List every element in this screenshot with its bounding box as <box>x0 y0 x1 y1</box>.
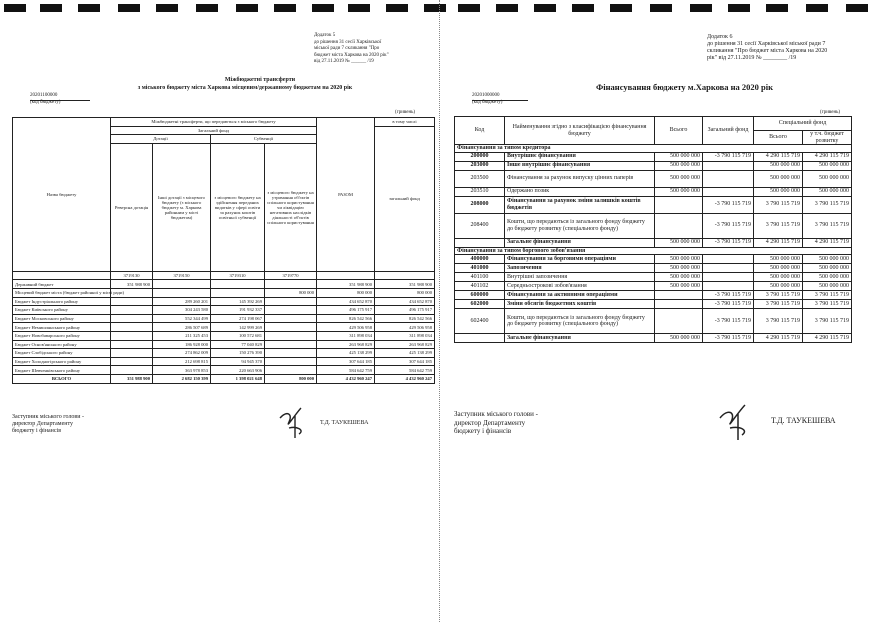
name-cell: Фінансування за борговими операціями <box>505 255 655 264</box>
amount-cell <box>703 170 754 187</box>
name-cell: Запозичення <box>505 264 655 273</box>
page-title: Міжбюджетні трансферти <box>224 77 296 83</box>
amount-cell: 3 790 115 719 <box>754 309 803 334</box>
amount-cell <box>111 306 153 315</box>
units-label: (гривень) <box>395 110 416 115</box>
amount-cell: 429 506 958 <box>375 323 435 332</box>
page-subtitle: з міського бюджету міста Харкова місцевим/державному бюджетам на 2020 рік <box>137 85 353 91</box>
name-cell: Середньострокові зобов'язання <box>505 282 655 291</box>
amount-cell: 425 138 299 <box>317 349 375 358</box>
amount-cell: -3 790 115 719 <box>703 291 754 300</box>
table-row <box>455 196 852 213</box>
header-subvention: Субвенції <box>211 135 317 144</box>
amount-cell: 500 000 000 <box>754 264 803 273</box>
amount-cell: 500 000 000 <box>655 238 703 247</box>
budget-name-cell: Бюджет Московського району <box>13 314 111 323</box>
transfers-table <box>12 117 435 384</box>
amount-cell <box>655 196 703 213</box>
name-cell: Фінансування за рахунок випуску цінних паперів <box>505 170 655 187</box>
amount-cell: 500 000 000 <box>754 255 803 264</box>
amount-cell <box>265 349 317 358</box>
header-general: Загальний фонд <box>703 117 754 145</box>
amount-cell: 263 968 829 <box>375 340 435 349</box>
code-cell: 208000 <box>455 196 505 213</box>
amount-cell: 211 325 453 <box>153 331 211 340</box>
scan-border-dash <box>766 4 788 12</box>
amount-cell: 351 988 900 <box>111 374 153 383</box>
amount-cell: 351 988 900 <box>375 280 435 289</box>
table-row <box>455 291 852 300</box>
amount-cell: 4 290 115 719 <box>803 238 852 247</box>
header-reserve: Реверсна дотація <box>111 143 153 271</box>
amount-cell: 4 432 960 247 <box>375 374 435 383</box>
amount-cell: 3 790 115 719 <box>754 213 803 238</box>
amount-cell <box>703 161 754 170</box>
code-cell: 401102 <box>455 282 505 291</box>
budget-name-cell: Бюджет Шевченківського району <box>13 366 111 375</box>
amount-cell: 212 698 815 <box>153 357 211 366</box>
code-cell: 401000 <box>455 264 505 273</box>
budget-name-cell: Місцевий бюджет міста (бюджет районної у місті ради) <box>13 288 111 297</box>
table-row <box>455 334 852 343</box>
code-cell <box>455 334 505 343</box>
amount-cell <box>265 331 317 340</box>
table-row <box>13 366 435 375</box>
budget-code-note: (код бюджету) <box>30 100 61 105</box>
annex-6-note <box>707 34 877 62</box>
amount-cell: 307 644 185 <box>375 357 435 366</box>
table-row <box>455 170 852 187</box>
amount-cell: 351 988 900 <box>317 280 375 289</box>
budget-code-note: (код бюджету) <box>472 100 503 105</box>
amount-cell: 826 542 566 <box>317 314 375 323</box>
name-cell: Інше внутрішнє фінансування <box>505 161 655 170</box>
amount-cell: 552 344 499 <box>153 314 211 323</box>
amount-cell: 500 000 000 <box>803 273 852 282</box>
amount-cell: -3 790 115 719 <box>703 152 754 161</box>
footer-line: Заступник міського голови - <box>454 410 538 418</box>
amount-cell: 500 000 000 <box>803 282 852 291</box>
scan-border-dash <box>846 4 868 12</box>
amount-cell: 584 642 759 <box>375 366 435 375</box>
scan-border-dash <box>572 4 594 12</box>
code-cell: 203510 <box>455 187 505 196</box>
scan-border-dash <box>534 4 556 12</box>
table-row <box>455 273 852 282</box>
scan-border-dash <box>386 4 408 12</box>
amount-cell <box>111 331 153 340</box>
amount-cell: 4 290 115 719 <box>754 334 803 343</box>
code-cell: 208400 <box>455 213 505 238</box>
amount-cell: 496 175 917 <box>317 306 375 315</box>
signature-image <box>275 404 315 440</box>
budget-name-cell: Державний бюджет <box>13 280 111 289</box>
amount-cell: 307 644 185 <box>317 357 375 366</box>
amount-cell: 3 790 115 719 <box>803 291 852 300</box>
amount-cell <box>211 280 265 289</box>
scan-border-dash <box>4 4 26 12</box>
amount-cell: 584 642 759 <box>317 366 375 375</box>
amount-cell <box>153 288 211 297</box>
amount-cell <box>265 306 317 315</box>
page-title: Фінансування бюджету м.Харкова на 2020 рік <box>596 82 774 92</box>
amount-cell: -3 790 115 719 <box>703 196 754 213</box>
name-cell: Зміни обсягів бюджетних коштів <box>505 300 655 309</box>
table-row <box>455 213 852 238</box>
annex-5-note <box>314 33 434 66</box>
amount-cell: 94 945 370 <box>211 357 265 366</box>
header-transfers-group: Міжбюджетні трансферти, що передаються з міського бюджету <box>111 118 317 127</box>
annex-line: бюджет міста Харкова на 2020 рік" <box>314 52 389 58</box>
code-cell: 602400 <box>455 309 505 334</box>
amount-cell: 800 000 <box>317 288 375 297</box>
header-name: Найменування згідно з класифікацією фінансування бюджету <box>505 117 655 145</box>
code-cell: 3719310 <box>211 271 265 280</box>
code-empty <box>317 271 375 280</box>
amount-cell: 145 392 269 <box>211 297 265 306</box>
name-cell: Одержано позик <box>505 187 655 196</box>
header-dotation: Дотації <box>111 135 211 144</box>
amount-cell: 150 276 390 <box>211 349 265 358</box>
table-row <box>13 349 435 358</box>
table-row <box>13 280 435 289</box>
amount-cell <box>265 297 317 306</box>
table-row <box>455 309 852 334</box>
code-cell: 3719150 <box>153 271 211 280</box>
amount-cell <box>265 280 317 289</box>
table-row <box>455 264 852 273</box>
amount-cell <box>111 366 153 375</box>
code-cell: 203000 <box>455 161 505 170</box>
amount-cell: -3 790 115 719 <box>703 300 754 309</box>
code-empty <box>13 271 111 280</box>
amount-cell <box>265 357 317 366</box>
table-row <box>455 161 852 170</box>
table-row <box>13 323 435 332</box>
amount-cell <box>703 282 754 291</box>
units-label: (гривень) <box>820 110 841 115</box>
amount-cell <box>655 309 703 334</box>
table-row <box>13 374 435 383</box>
amount-cell: 3 790 115 719 <box>803 213 852 238</box>
annex-line: міської ради 7 скликання "Про <box>314 46 380 51</box>
amount-cell: 186 928 000 <box>153 340 211 349</box>
amount-cell: -3 790 115 719 <box>703 238 754 247</box>
amount-cell: 500 000 000 <box>655 161 703 170</box>
scan-border-dash <box>274 4 296 12</box>
section-title: Фінансування за типом боргового зобов'язання <box>455 247 852 255</box>
budget-name-cell: Бюджет Основ'янського району <box>13 340 111 349</box>
annex-line: скликання "Про бюджет міста Харкова на 2020 <box>707 48 828 54</box>
amount-cell <box>265 340 317 349</box>
code-cell: 203500 <box>455 170 505 187</box>
footer-line: Заступник міського голови - <box>12 414 84 420</box>
header-incl: в тому числі <box>375 118 435 127</box>
amount-cell: 500 000 000 <box>655 334 703 343</box>
table-row <box>455 187 852 196</box>
amount-cell: -3 790 115 719 <box>703 309 754 334</box>
amount-cell: 4 290 115 719 <box>803 152 852 161</box>
header-special-total: Всього <box>754 131 803 145</box>
table-row <box>13 357 435 366</box>
scan-border-dash <box>806 4 828 12</box>
scan-top-border <box>0 0 887 16</box>
header-total: Всього <box>655 117 703 145</box>
amount-cell: 4 290 115 719 <box>803 334 852 343</box>
annex-line: від 27.11.2019 № ______ /19 <box>314 59 374 64</box>
name-cell: Внутрішні запозичення <box>505 273 655 282</box>
amount-cell <box>111 357 153 366</box>
budget-code: 20201100000 <box>30 93 90 101</box>
scan-border-dash <box>348 4 370 12</box>
table-row <box>13 331 435 340</box>
budget-name-cell: Бюджет Індустріального району <box>13 297 111 306</box>
table-row <box>455 238 852 247</box>
financing-table <box>454 116 852 343</box>
amount-cell: 496 175 917 <box>375 306 435 315</box>
scan-border-dash <box>40 4 62 12</box>
code-cell: 3719770 <box>265 271 317 280</box>
footer-line: бюджету і фінансів <box>454 427 512 435</box>
footer-line: директор Департаменту <box>454 418 526 427</box>
amount-cell <box>703 187 754 196</box>
amount-cell: 191 932 337 <box>211 306 265 315</box>
amount-cell <box>111 314 153 323</box>
amount-cell: 4 290 115 719 <box>754 152 803 161</box>
scan-border-dash <box>610 4 632 12</box>
amount-cell: 500 000 000 <box>754 282 803 291</box>
amount-cell: 1 398 021 648 <box>211 374 265 383</box>
amount-cell: 500 000 000 <box>655 264 703 273</box>
name-cell: Фінансування за активними операціями <box>505 291 655 300</box>
header-code: Код <box>455 117 505 145</box>
amount-cell: 351 988 900 <box>111 280 153 289</box>
amount-cell <box>703 273 754 282</box>
amount-cell: 500 000 000 <box>655 282 703 291</box>
amount-cell: 304 243 580 <box>153 306 211 315</box>
amount-cell: 500 000 000 <box>803 187 852 196</box>
amount-cell <box>703 255 754 264</box>
table-row <box>455 152 852 161</box>
code-cell: 600000 <box>455 291 505 300</box>
name-cell: Кошти, що передаються із загального фонду бюджету до бюджету розвитку (спеціального фонду) <box>505 309 655 334</box>
amount-cell <box>111 340 153 349</box>
amount-cell: 3 790 115 719 <box>803 309 852 334</box>
table-row <box>13 306 435 315</box>
amount-cell: 274 862 009 <box>153 349 211 358</box>
table-row <box>455 255 852 264</box>
table-row <box>13 288 435 297</box>
scan-border-dash <box>650 4 672 12</box>
amount-cell <box>703 264 754 273</box>
name-cell: Загальне фінансування <box>505 334 655 343</box>
header-general-fund: Загальний фонд <box>111 126 317 135</box>
budget-name-cell: Бюджет Слобідського району <box>13 349 111 358</box>
amount-cell <box>265 314 317 323</box>
amount-cell: 434 652 870 <box>375 297 435 306</box>
amount-cell <box>111 323 153 332</box>
amount-cell: 500 000 000 <box>655 255 703 264</box>
scan-border-dash <box>196 4 218 12</box>
code-cell: 401100 <box>455 273 505 282</box>
amount-cell: 3 790 115 719 <box>754 196 803 213</box>
amount-cell: 3 790 115 719 <box>803 300 852 309</box>
annex-line: до рішення 31 сесії Харківської <box>314 39 382 45</box>
amount-cell: 500 000 000 <box>655 273 703 282</box>
amount-cell <box>265 366 317 375</box>
budget-name-cell: Бюджет Київського району <box>13 306 111 315</box>
header-special-incl: у т.ч. бюджет розвитку <box>803 131 852 145</box>
amount-cell <box>655 300 703 309</box>
amount-cell: 500 000 000 <box>803 264 852 273</box>
code-cell: 602000 <box>455 300 505 309</box>
section-title: Фінансування за типом кредитора <box>455 145 852 153</box>
header-total: РАЗОМ <box>317 118 375 272</box>
name-cell: Фінансування за рахунок зміни залишків коштів бюджетів <box>505 196 655 213</box>
code-cell: 400000 <box>455 255 505 264</box>
amount-cell: 100 572 681 <box>211 331 265 340</box>
amount-cell: 311 898 034 <box>375 331 435 340</box>
header-other-dotations: Інші дотації з місцевого бюджету (з міського бюджету м. Харкова районним у місті бюджетам) <box>153 143 211 271</box>
amount-cell: 363 978 853 <box>153 366 211 375</box>
signer-name: Т.Д. ТАУКЕШЕВА <box>320 420 369 426</box>
amount-cell: 3 790 115 719 <box>803 196 852 213</box>
annex-line: Додаток 5 <box>314 33 336 38</box>
amount-cell: 800 000 <box>265 374 317 383</box>
header-sub2: з місцевого бюджету на утримання об'єктів спільного користування чи ліквідацію негативних наслідків діяльності об'єктів спільного користування <box>265 143 317 271</box>
name-cell: Внутрішнє фінансування <box>505 152 655 161</box>
amount-cell: 274 198 067 <box>211 314 265 323</box>
amount-cell: 4 432 960 247 <box>317 374 375 383</box>
amount-cell: 263 968 829 <box>317 340 375 349</box>
amount-cell: 429 506 958 <box>317 323 375 332</box>
amount-cell: 425 138 299 <box>375 349 435 358</box>
amount-cell: 286 507 689 <box>153 323 211 332</box>
signature-image <box>716 402 758 442</box>
table-row <box>13 297 435 306</box>
scan-border-dash <box>496 4 518 12</box>
name-cell: Загальне фінансування <box>505 238 655 247</box>
budget-name-cell: Бюджет Немишлянського району <box>13 323 111 332</box>
amount-cell <box>655 213 703 238</box>
amount-cell: -3 790 115 719 <box>703 334 754 343</box>
amount-cell: 500 000 000 <box>803 161 852 170</box>
code-cell: 3719130 <box>111 271 153 280</box>
scan-border-dash <box>156 4 178 12</box>
page-divider <box>439 0 440 622</box>
budget-code: 20201000000 <box>472 93 528 101</box>
table-row <box>455 300 852 309</box>
code-cell: 200000 <box>455 152 505 161</box>
annex-line: рік" від 27.11.2019 № ________ /19 <box>707 55 797 61</box>
amount-cell: 800 000 <box>375 288 435 297</box>
amount-cell <box>153 280 211 289</box>
table-row <box>13 340 435 349</box>
code-cell <box>455 238 505 247</box>
amount-cell: 142 999 269 <box>211 323 265 332</box>
amount-cell: 4 290 115 719 <box>754 238 803 247</box>
amount-cell <box>111 349 153 358</box>
amount-cell <box>211 288 265 297</box>
amount-cell: 3 790 115 719 <box>754 291 803 300</box>
amount-cell: 500 000 000 <box>655 187 703 196</box>
footer-line: директор Департаменту <box>12 421 74 427</box>
budget-name-cell: ВСЬОГО <box>13 374 111 383</box>
amount-cell: 220 663 906 <box>211 366 265 375</box>
amount-cell: 500 000 000 <box>655 170 703 187</box>
amount-cell: 826 542 566 <box>375 314 435 323</box>
amount-cell: 500 000 000 <box>754 187 803 196</box>
amount-cell: 2 682 150 399 <box>153 374 211 383</box>
scan-border-dash <box>458 4 480 12</box>
header-sub1: з місцевого бюджету на здійснення переданих видатків у сфері освіти за рахунок коштів освітньої субвенції <box>211 143 265 271</box>
table-row <box>13 314 435 323</box>
code-empty <box>375 271 435 280</box>
scan-border-dash <box>236 4 258 12</box>
name-cell: Кошти, що передаються із загального фонду бюджету до бюджету розвитку (спеціального фонду) <box>505 213 655 238</box>
budget-name-cell: Бюджет Новобаварського району <box>13 331 111 340</box>
amount-cell <box>265 323 317 332</box>
amount-cell: 500 000 000 <box>754 161 803 170</box>
amount-cell: 500 000 000 <box>803 170 852 187</box>
scan-border-dash <box>424 4 446 12</box>
amount-cell: 500 000 000 <box>803 255 852 264</box>
budget-name-cell: Бюджет Холодногірського району <box>13 357 111 366</box>
amount-cell: 500 000 000 <box>754 170 803 187</box>
header-name: Назва бюджету <box>13 118 111 272</box>
scan-border-dash <box>78 4 100 12</box>
annex-line: Додаток 6 <box>707 34 733 40</box>
amount-cell: 77 040 829 <box>211 340 265 349</box>
table-row <box>455 282 852 291</box>
amount-cell: 3 790 115 719 <box>754 300 803 309</box>
amount-cell: -3 790 115 719 <box>703 213 754 238</box>
left-footer <box>12 414 84 435</box>
amount-cell <box>655 291 703 300</box>
right-footer <box>454 410 538 436</box>
amount-cell: 500 000 000 <box>655 152 703 161</box>
scan-border-dash <box>312 4 334 12</box>
amount-cell <box>111 297 153 306</box>
amount-cell: 500 000 000 <box>754 273 803 282</box>
amount-cell: 434 652 870 <box>317 297 375 306</box>
right-page <box>446 16 887 622</box>
amount-cell: 311 898 034 <box>317 331 375 340</box>
scan-border-dash <box>690 4 712 12</box>
amount-cell: 289 260 201 <box>153 297 211 306</box>
left-page <box>0 16 438 622</box>
footer-line: бюджету і фінансів <box>12 428 62 434</box>
scan-border-dash <box>728 4 750 12</box>
signer-name: Т.Д. ТАУКЕШЕВА <box>771 416 836 425</box>
scan-border-dash <box>118 4 140 12</box>
header-gen-fund-short: загальний фонд <box>375 126 435 271</box>
annex-line: до рішення 31 сесії Харківської міської ради 7 <box>707 41 826 47</box>
amount-cell: 800 000 <box>265 288 317 297</box>
header-special: Спеціальний фонд <box>754 117 852 131</box>
